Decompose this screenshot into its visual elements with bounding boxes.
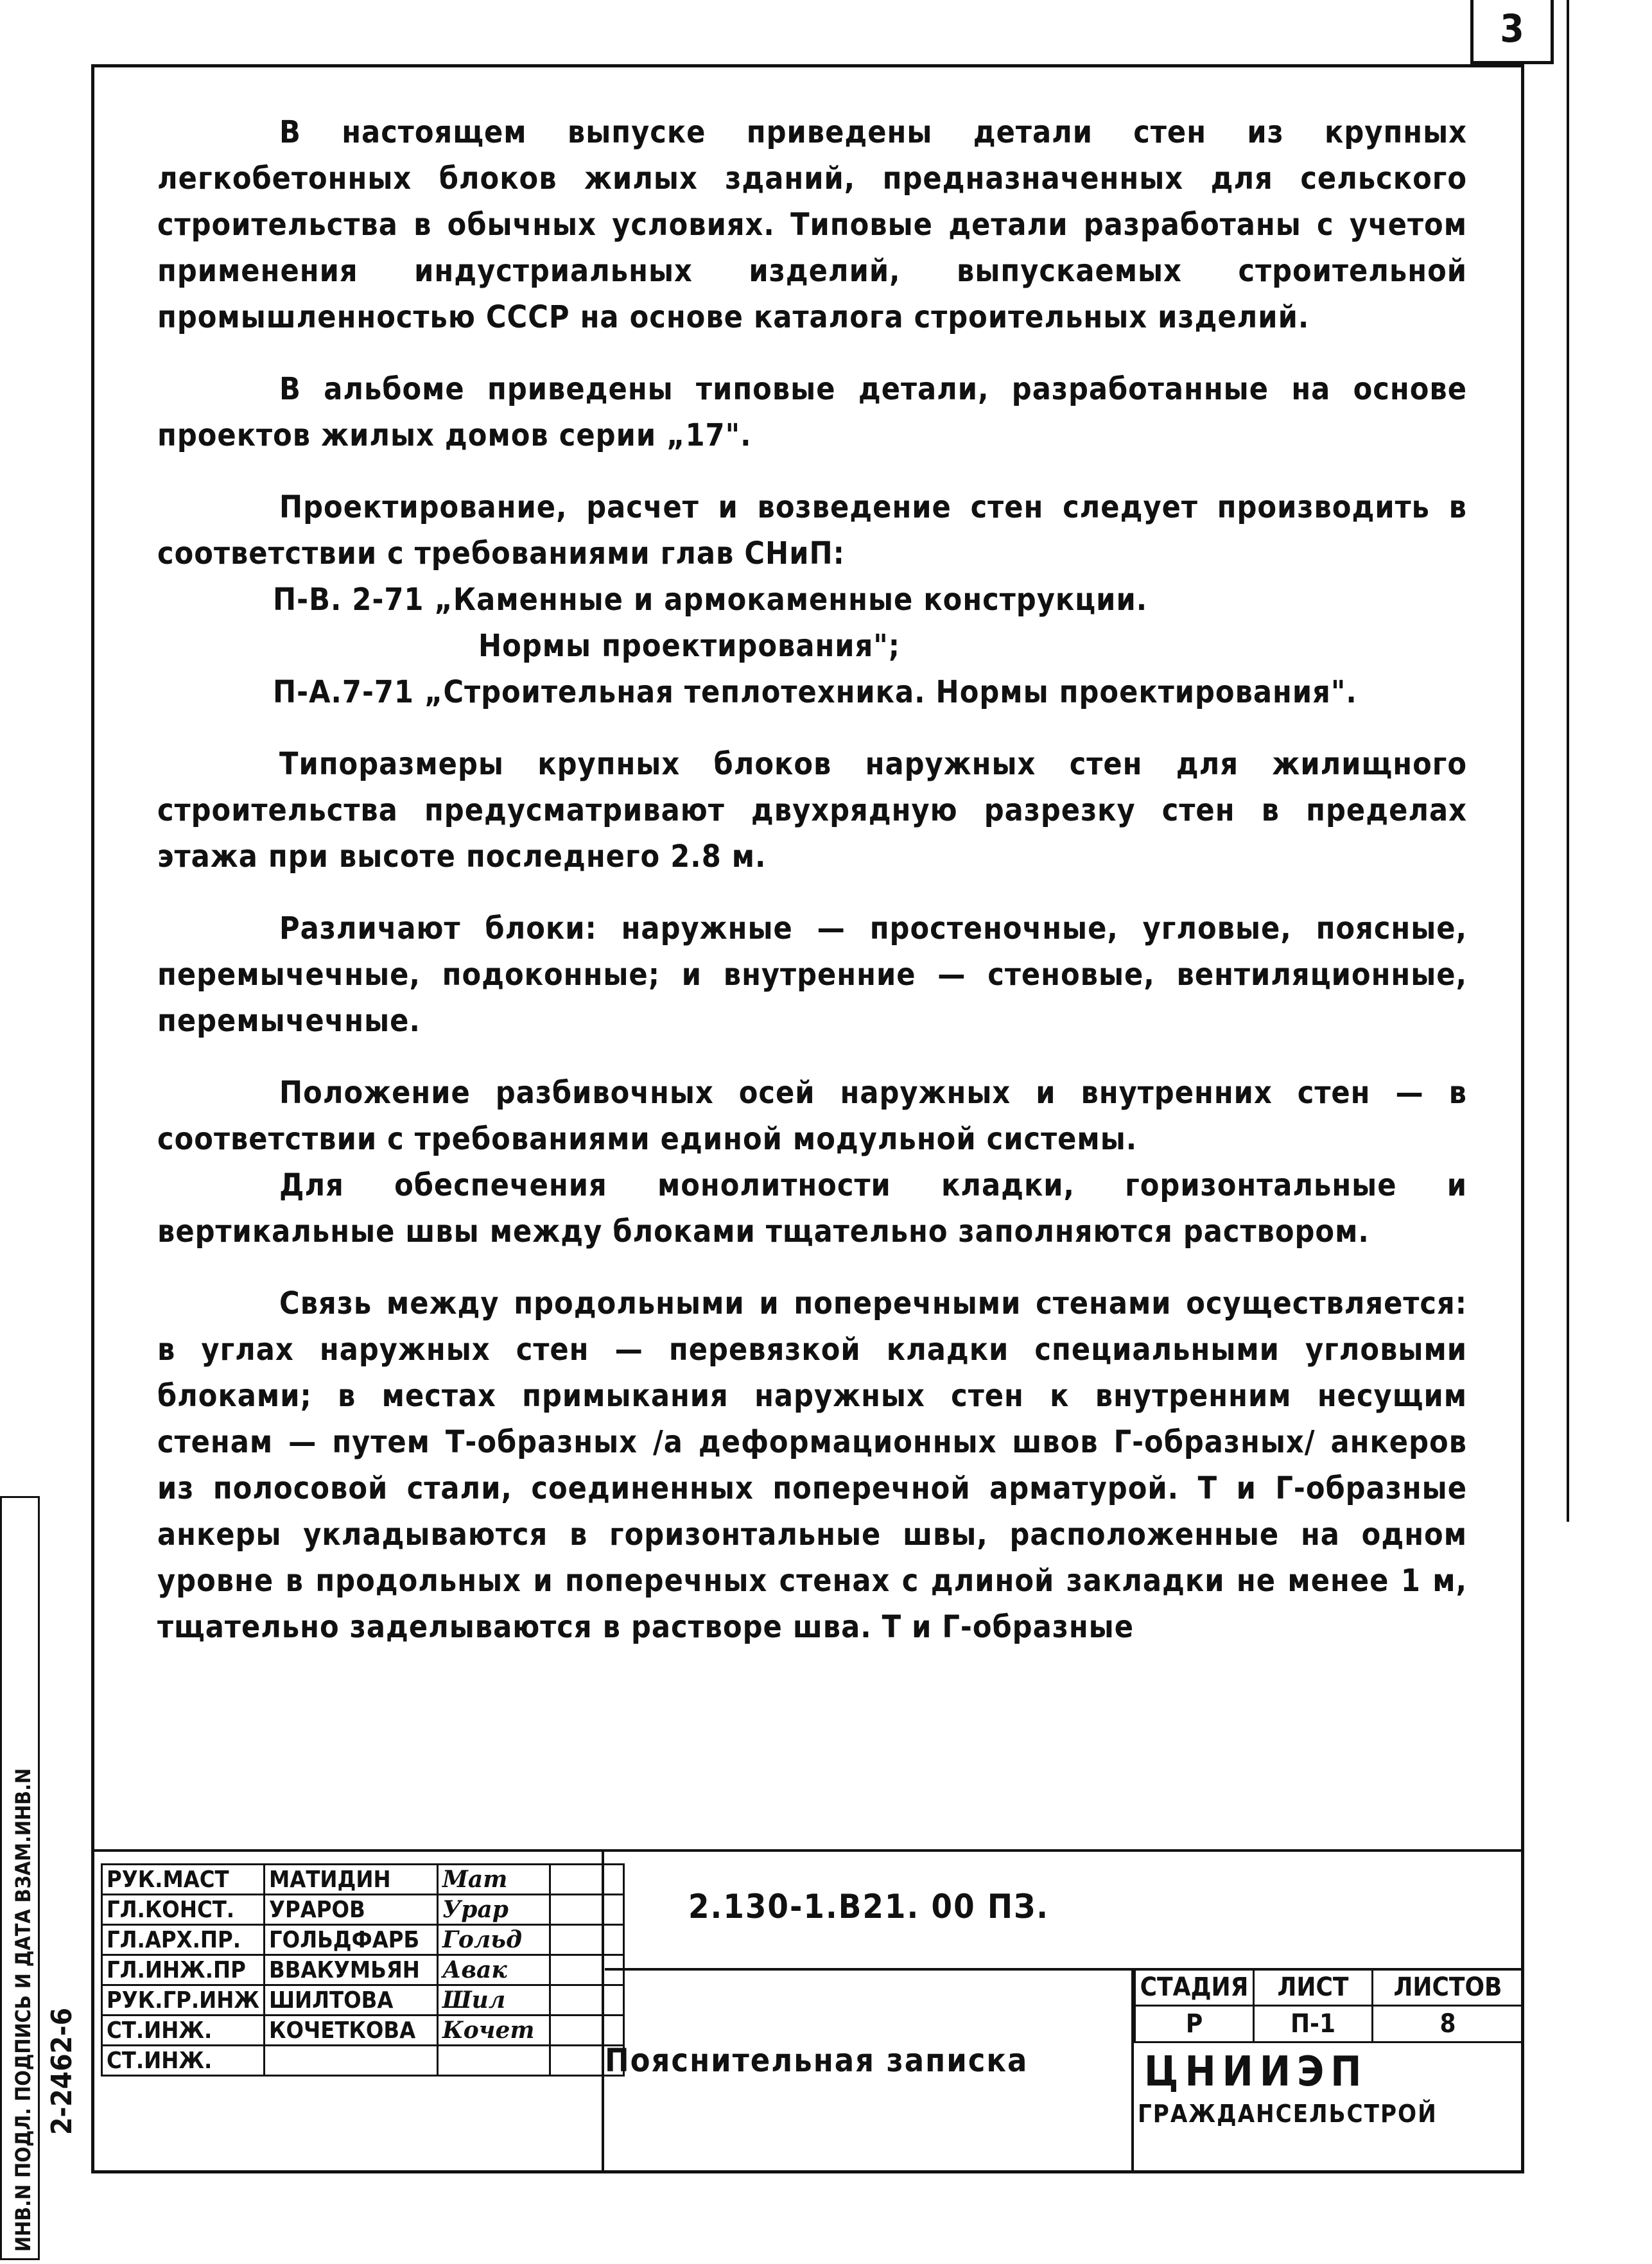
signature-row: СТ.ИНЖ. — [102, 2046, 624, 2076]
paragraph-sizes: Типоразмеры крупных блоков наружных стен для жилищного строительства предусматривают двухрядную разрезку стен в пределах этажа при высоте последнего 2.8 м. — [157, 746, 1467, 875]
stage-value-row: Р П-1 8 — [1135, 2006, 1524, 2042]
right-margin-line — [1567, 0, 1569, 1522]
paragraph-intro: В настоящем выпуске приведены детали стен из крупных легкобетонных блоков жилых зданий, предназначенных для сельского строительства в обычных условиях. Типовые детали разработаны с учетом применения индустриальных изделий, выпускаемых строительной промышленностью СССР на основе каталога строительных изделий. — [157, 114, 1467, 335]
page-number: 3 — [1500, 6, 1524, 51]
signature-row: РУК.ГР.ИНЖ ШИЛТОВА Шил — [102, 1985, 624, 2016]
reference-item: П-В. 2-71 „Каменные и армокаменные конструкции. — [273, 582, 1148, 618]
archive-number — [42, 1968, 87, 2135]
stage-table — [1134, 1968, 1524, 2043]
signature: Гольд — [438, 1925, 550, 1955]
archive-number-text: 2-2462-6 — [46, 2007, 78, 2135]
signature: Урар — [438, 1895, 550, 1925]
title-block — [91, 1849, 1524, 2173]
signature: Мат — [438, 1865, 550, 1895]
paragraph-connections: Связь между продольными и поперечными стенами осуществляется: в углах наружных стен — перевязкой кладки специальными угловыми блоками; в местах примыкания наружных стен к внутренним несущим стенам — путем Т-образных /а деформационных швов Г-образных/ анкеров из полосовой стали, соединенных поперечной арматурой. Т и Г-образные анкеры укладываются в горизонтальные швы, расположенные на одном уровне в продольных и поперечных стенах с длиной закладки не менее 1 м, тщательно заделываются в растворе шва. Т и Г-образные — [157, 1285, 1467, 1645]
snip-references — [157, 577, 1467, 715]
paragraph-block-types: Различают блоки: наружные — простеночные, угловые, поясные, перемычечные, подоконные; и внутренние — стеновые, вентиляционные, перемычечные. — [157, 910, 1467, 1039]
signature-row: ГЛ.АРХ.ПР. ГОЛЬДФАРБ Гольд — [102, 1925, 624, 1955]
signature: Авак — [438, 1955, 550, 1985]
organization-subtitle: ГРАЖДАНСЕЛЬСТРОЙ — [1138, 2100, 1438, 2128]
paragraph-album: В альбоме приведены типовые детали, разработанные на основе проектов жилых домов серии „17". — [157, 371, 1467, 453]
signature-row: РУК.МАСТ МАТИДИН Мат — [102, 1865, 624, 1895]
signature-row: ГЛ.КОНСТ. УРАРОВ Урар — [102, 1895, 624, 1925]
signature-row: ГЛ.ИНЖ.ПР ВВАКУМЬЯН Авак — [102, 1955, 624, 1985]
signature: Шил — [438, 1985, 550, 2016]
page-number-box — [1470, 0, 1554, 64]
organization-name: ЦНИИЭП — [1144, 2048, 1368, 2096]
side-stamp — [0, 1496, 40, 2260]
signature-row: СТ.ИНЖ. КОЧЕТКОВА Кочет — [102, 2016, 624, 2046]
document-title: Пояснительная записка — [605, 2042, 1029, 2079]
signature-table — [101, 1863, 625, 2077]
signature: Кочет — [438, 2016, 550, 2046]
paragraph-joints: Для обеспечения монолитности кладки, горизонтальные и вертикальные швы между блоками тщательно заполняются раствором. — [157, 1167, 1467, 1250]
reference-item: П-А.7-71 „Строительная теплотехника. Нормы проектирования". — [273, 674, 1357, 710]
reference-item: Нормы проектирования"; — [478, 628, 901, 664]
body-text — [157, 109, 1467, 1676]
title-block-top-line — [91, 1849, 1524, 1852]
paragraph-design: Проектирование, расчет и возведение стен следует производить в соответствии с требованиями глав СНиП: — [157, 489, 1467, 571]
paragraph-axes: Положение разбивочных осей наружных и внутренних стен — в соответствии с требованиями единой модульной системы. — [157, 1075, 1467, 1157]
stage-header-row: СТАДИЯ ЛИСТ ЛИСТОВ — [1135, 1969, 1524, 2006]
document-code: 2.130-1.В21. 00 ПЗ. — [688, 1888, 1050, 1926]
signature — [438, 2046, 550, 2076]
side-stamp-text: ИНВ.N ПОДЛ. ПОДПИСЬ И ДАТА ВЗАМ.ИНВ.N — [11, 1768, 35, 2252]
